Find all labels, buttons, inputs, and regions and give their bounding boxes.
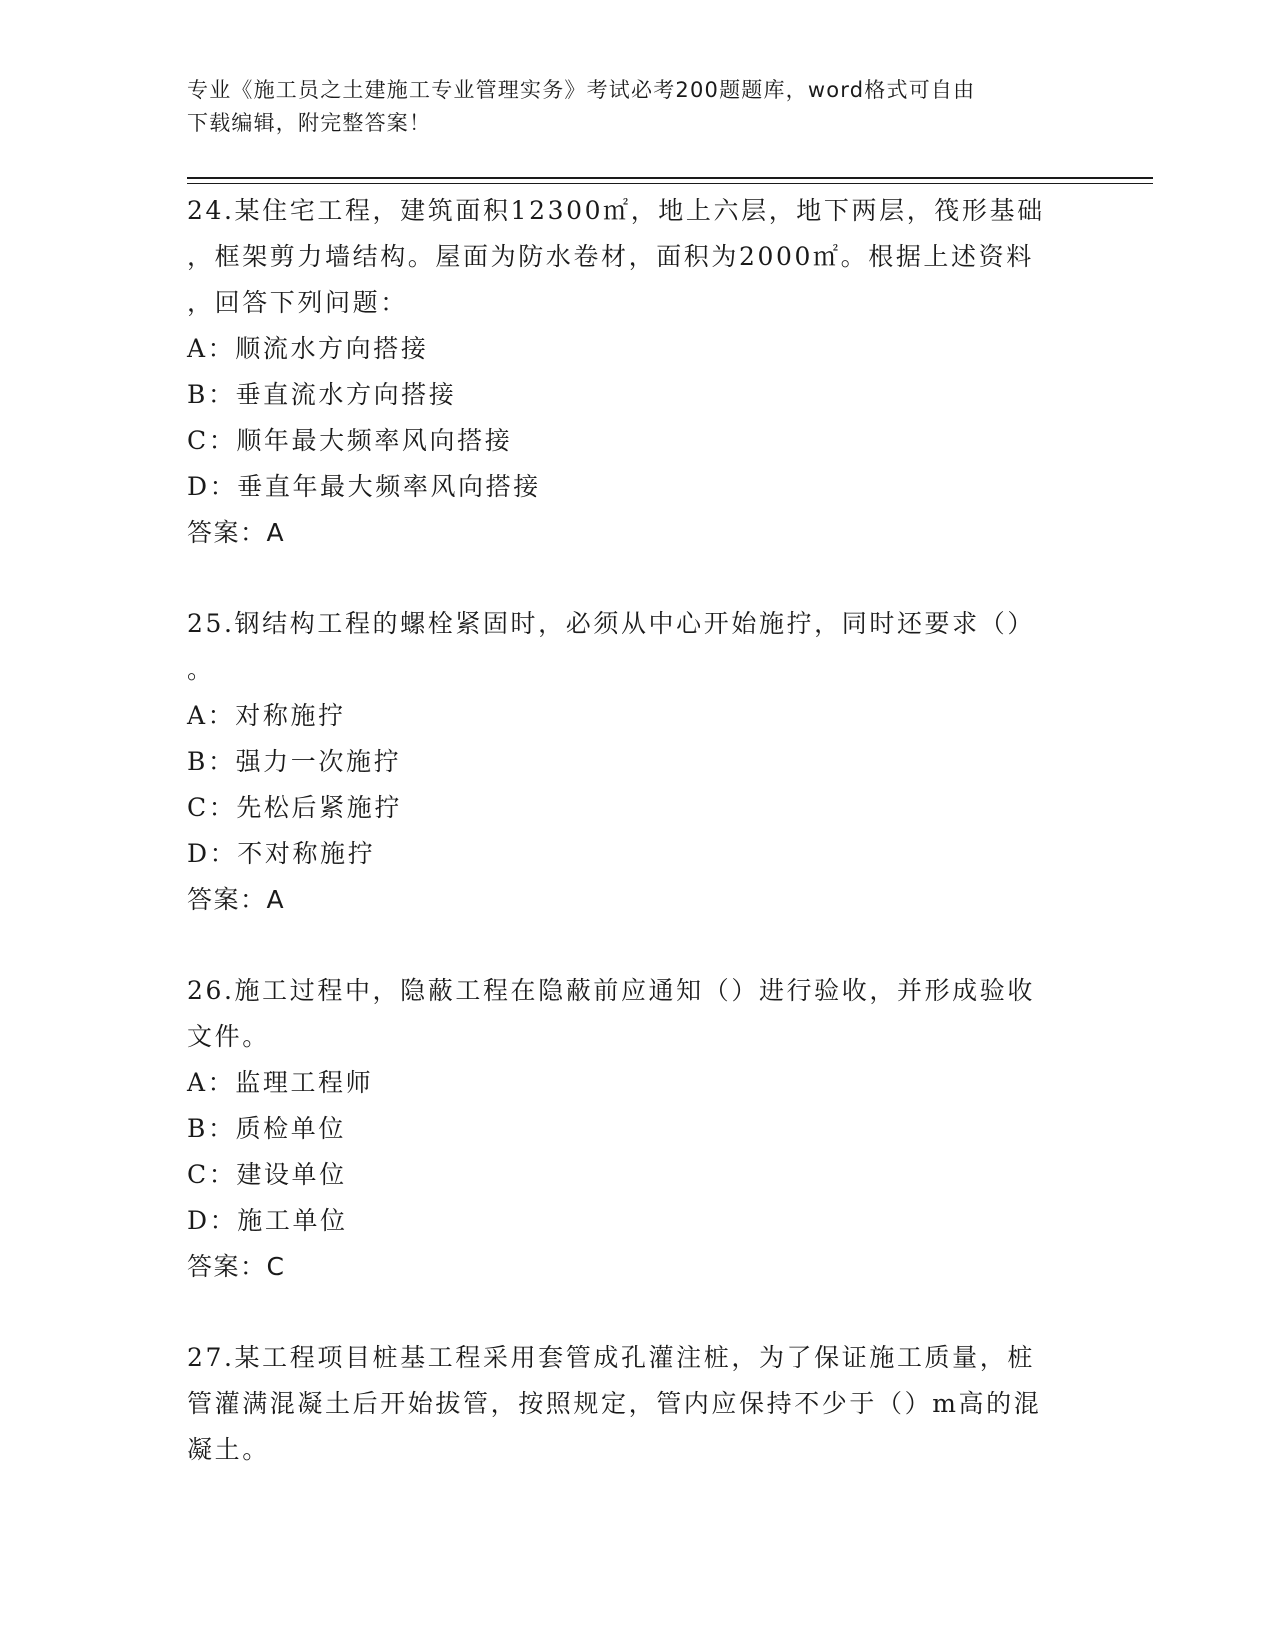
question-item [187,188,1087,556]
answer-line: 答案：C [187,1252,286,1281]
option-a: A：对称施拧 [187,701,346,730]
option-b: B：质检单位 [187,1114,346,1143]
option-b: B：强力一次施拧 [187,747,402,776]
question-stem-line: 24.某住宅工程，建筑面积12300㎡，地上六层，地下两层，筏形基础 [187,196,1045,225]
question-stem-line: 文件。 [187,1022,270,1051]
option-a: A：顺流水方向搭接 [187,334,429,363]
option-c: C：先松后紧施拧 [187,793,402,822]
answer-line: 答案：A [187,885,286,914]
question-stem-line: 25.钢结构工程的螺栓紧固时，必须从中心开始施拧，同时还要求（） [187,609,1035,638]
option-c: C：建设单位 [187,1160,347,1189]
question-stem-line: 管灌满混凝土后开始拔管，按照规定，管内应保持不少于（）m高的混 [187,1389,1042,1418]
question-stem-line: 27.某工程项目桩基工程采用套管成孔灌注桩，为了保证施工质量，桩 [187,1343,1035,1372]
option-a: A：监理工程师 [187,1068,374,1097]
question-stem-line: ，回答下列问题： [187,288,408,317]
header-divider-thin [187,183,1153,184]
header-divider-thick [187,177,1153,179]
question-stem-line: 凝土。 [187,1435,270,1464]
question-item [187,601,1087,923]
option-c: C：顺年最大频率风向搭接 [187,426,513,455]
option-d: D：不对称施拧 [187,839,376,868]
question-list [187,188,1087,1518]
header-line: 下载编辑，附完整答案！ [187,111,432,135]
answer-line: 答案：A [187,518,286,547]
question-stem-line: 26.施工过程中，隐蔽工程在隐蔽前应通知（）进行验收，并形成验收 [187,976,1035,1005]
option-b: B：垂直流水方向搭接 [187,380,457,409]
question-stem-line: ，框架剪力墙结构。屋面为防水卷材，面积为2000㎡。根据上述资料 [187,242,1034,271]
question-item [187,1335,1087,1473]
option-d: D：施工单位 [187,1206,348,1235]
option-d: D：垂直年最大频率风向搭接 [187,472,541,501]
question-item [187,968,1087,1290]
header-line: 专业《施工员之土建施工专业管理实务》考试必考200题题库，word格式可自由 [187,78,976,102]
document-header [187,74,1087,140]
question-stem-line: 。 [187,655,215,684]
